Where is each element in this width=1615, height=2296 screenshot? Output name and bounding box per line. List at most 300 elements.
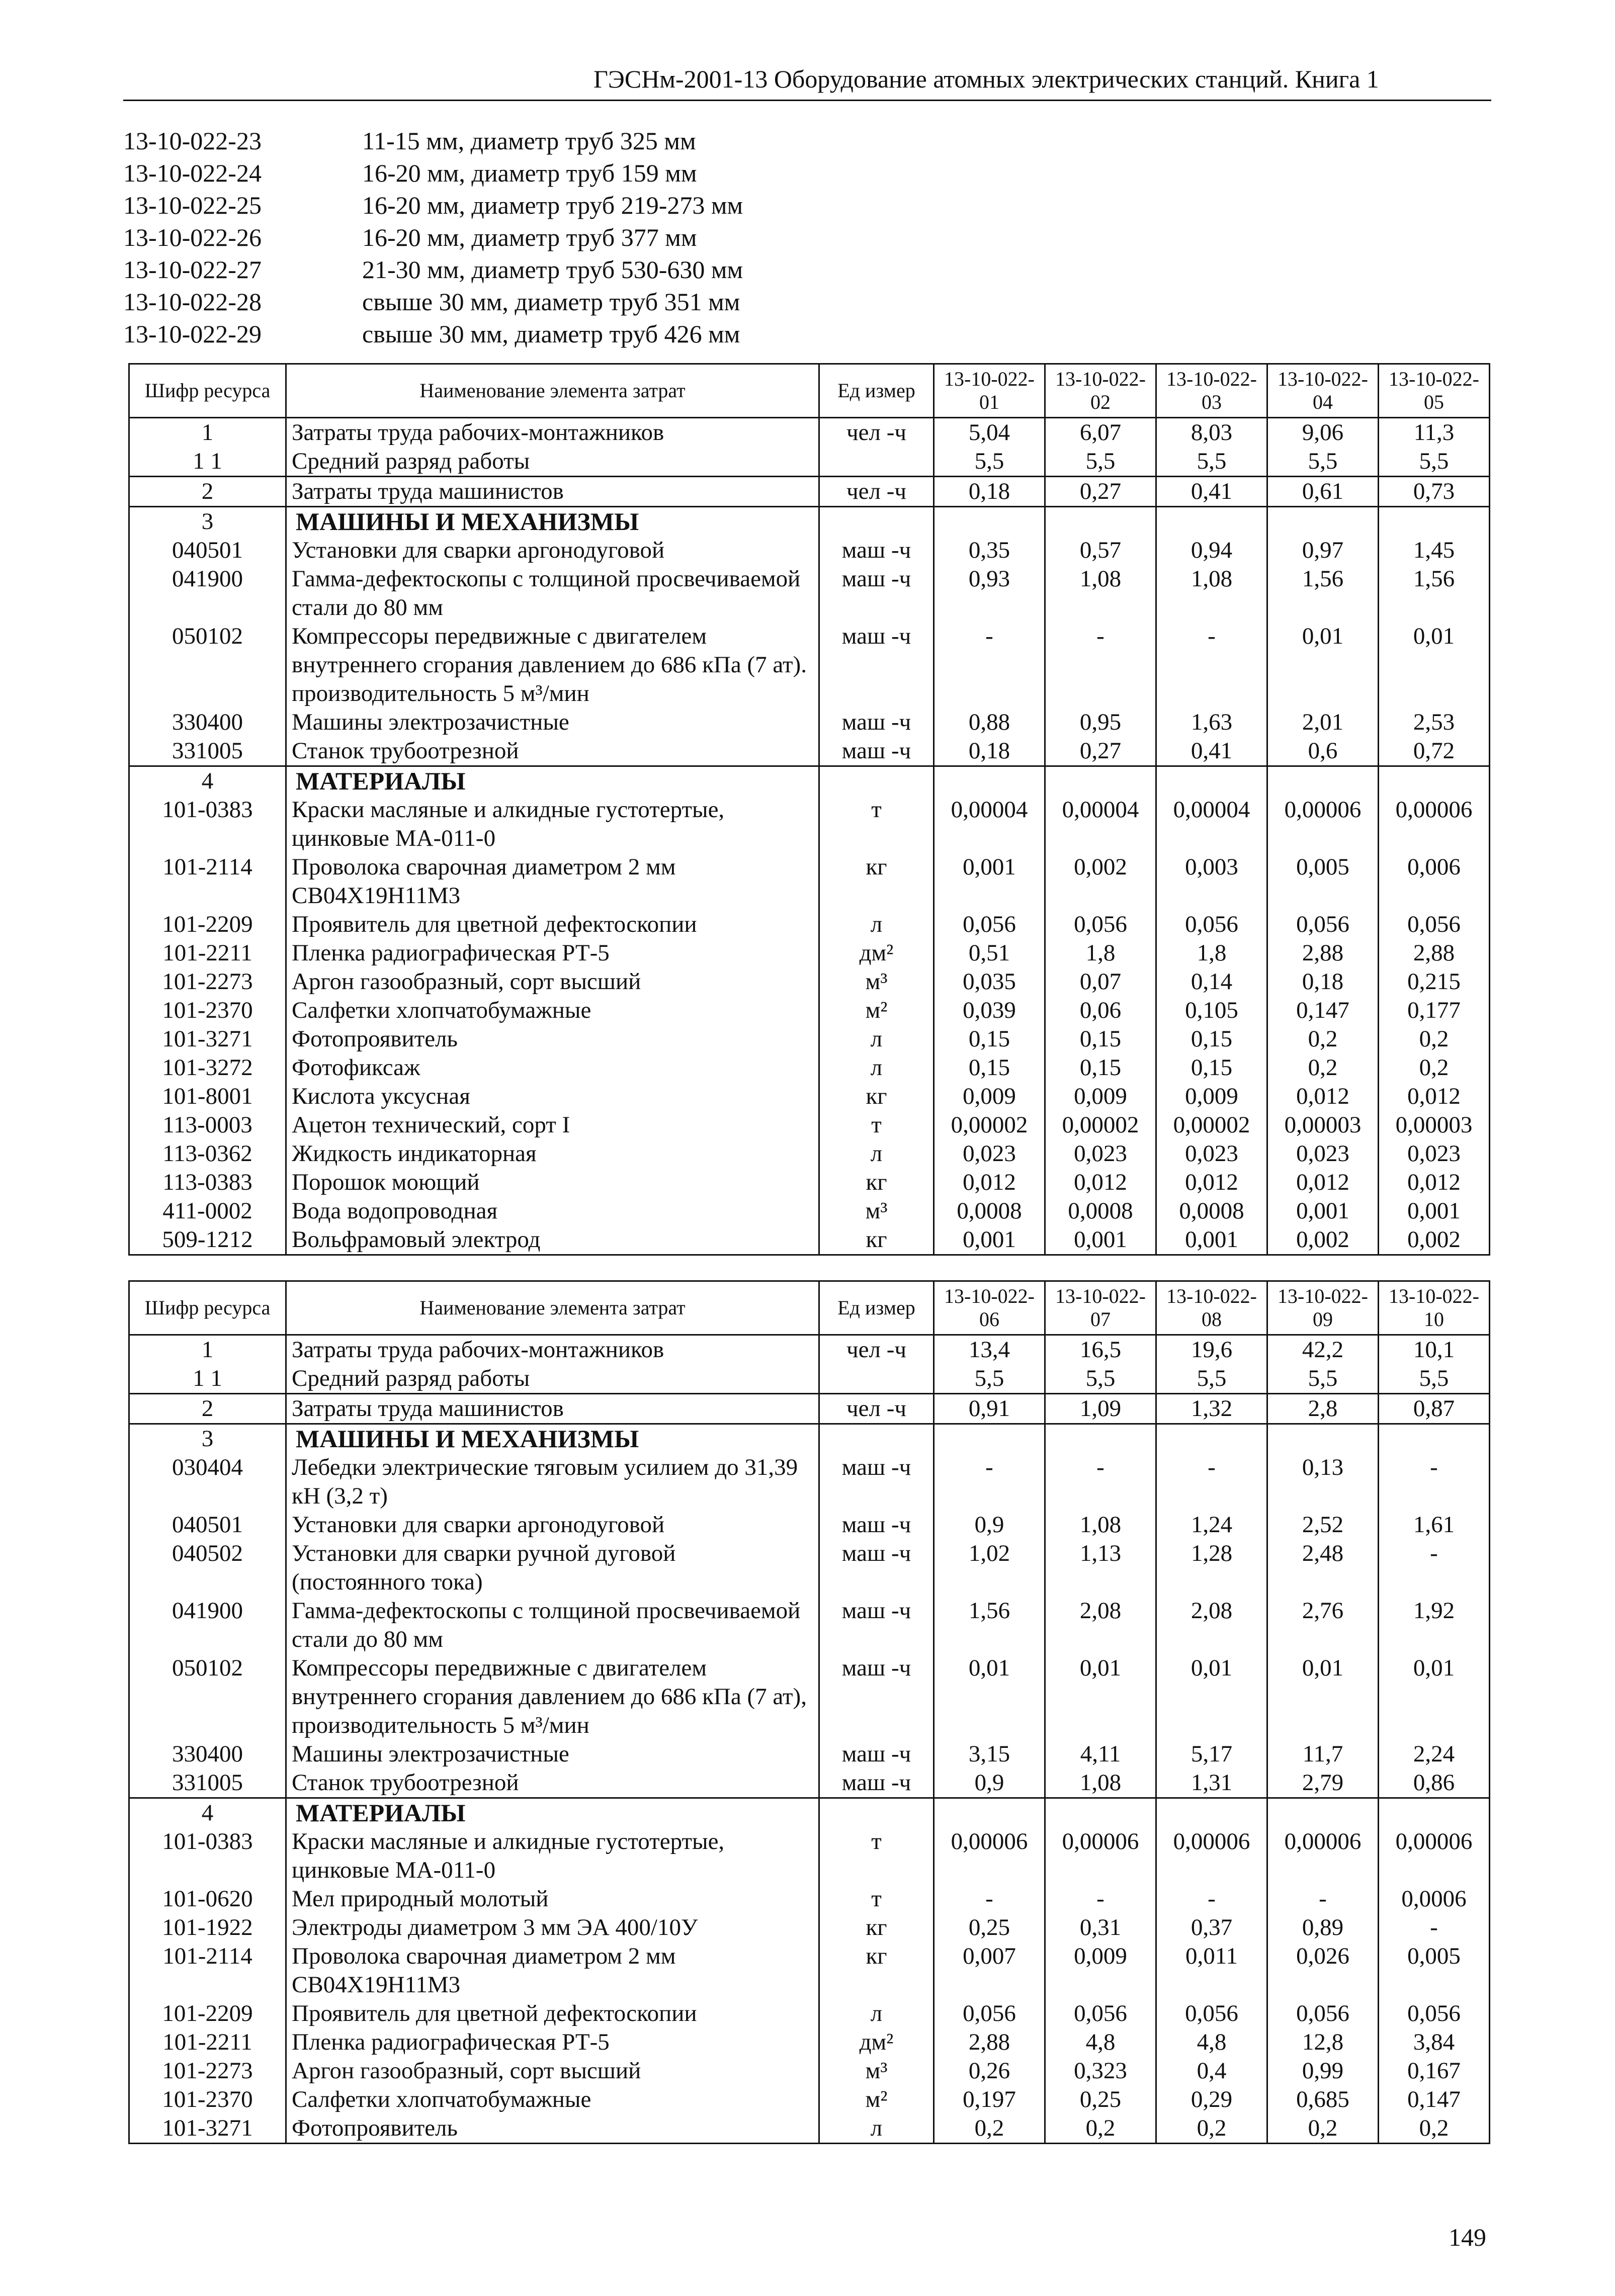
header-norm-code: 13-10-022-03 bbox=[1156, 364, 1267, 418]
value-cell: 11,3 bbox=[1379, 418, 1490, 448]
value-cell: 19,6 bbox=[1156, 1335, 1267, 1365]
table-row bbox=[129, 1539, 1490, 1597]
value-cell: 0,06 bbox=[1045, 996, 1156, 1025]
unit-cell: м³ bbox=[819, 2057, 934, 2085]
element-name-cell: Порошок моющий bbox=[286, 1168, 819, 1197]
resource-code-cell: 3 bbox=[129, 507, 286, 537]
element-name-cell: Вольфрамовый электрод bbox=[286, 1225, 819, 1255]
element-name-cell: Кислота уксусная bbox=[286, 1082, 819, 1111]
value-cell: 4,8 bbox=[1156, 2028, 1267, 2057]
code-list-item bbox=[123, 253, 743, 286]
resource-code-cell: 1 bbox=[129, 1335, 286, 1365]
unit-cell: маш -ч bbox=[819, 1453, 934, 1511]
value-cell: 0,4 bbox=[1156, 2057, 1267, 2085]
value-cell: 0,94 bbox=[1156, 536, 1267, 565]
element-name-cell: Проявитель для цветной дефектоскопии bbox=[286, 910, 819, 939]
value-cell: 0,0008 bbox=[1045, 1197, 1156, 1225]
value-cell: 5,5 bbox=[1267, 1364, 1379, 1394]
code-list-code: 13-10-022-26 bbox=[123, 223, 262, 251]
unit-cell: маш -ч bbox=[819, 1740, 934, 1769]
resource-code-cell: 041900 bbox=[129, 1597, 286, 1654]
resource-code-cell: 1 1 bbox=[129, 447, 286, 477]
value-cell: 0,9 bbox=[934, 1511, 1045, 1539]
value-cell: 0,51 bbox=[934, 939, 1045, 967]
value-cell bbox=[934, 1424, 1045, 1454]
unit-cell: м³ bbox=[819, 1197, 934, 1225]
table-row bbox=[129, 418, 1490, 448]
value-cell: 0,25 bbox=[1045, 2085, 1156, 2114]
value-cell: 0,056 bbox=[1156, 910, 1267, 939]
value-cell: 1,63 bbox=[1156, 708, 1267, 737]
unit-cell bbox=[819, 1798, 934, 1828]
value-cell: 0,00006 bbox=[1379, 1827, 1490, 1885]
element-name-cell: Фотофиксаж bbox=[286, 1053, 819, 1082]
header-element-name: Наименование элемента затрат bbox=[286, 364, 819, 418]
value-cell: 0,27 bbox=[1045, 477, 1156, 507]
value-cell: 0,2 bbox=[1045, 2114, 1156, 2144]
value-cell: 0,15 bbox=[1045, 1025, 1156, 1053]
value-cell: 0,056 bbox=[1045, 1999, 1156, 2028]
resource-code-cell: 101-2273 bbox=[129, 2057, 286, 2085]
value-cell: 0,00002 bbox=[934, 1111, 1045, 1139]
resource-code-cell: 040501 bbox=[129, 1511, 286, 1539]
element-name-cell: Ацетон технический, сорт I bbox=[286, 1111, 819, 1139]
resource-code-cell: 040501 bbox=[129, 536, 286, 565]
resource-table-2 bbox=[128, 1280, 1490, 2144]
table-row bbox=[129, 1168, 1490, 1197]
value-cell bbox=[1267, 1424, 1379, 1454]
table-row bbox=[129, 2114, 1490, 2144]
value-cell: 5,5 bbox=[1379, 1364, 1490, 1394]
code-list-item bbox=[123, 157, 743, 189]
element-name-cell: Проволока сварочная диаметром 2 мм СВ04Х19Н11М3 bbox=[286, 1942, 819, 1999]
table-row bbox=[129, 708, 1490, 737]
element-name-cell: Гамма-дефектоскопы с толщиной просвечиваемой стали до 80 мм bbox=[286, 565, 819, 622]
value-cell: - bbox=[1156, 1885, 1267, 1913]
resource-code-cell: 1 bbox=[129, 418, 286, 448]
value-cell bbox=[1379, 507, 1490, 537]
value-cell: 0,009 bbox=[934, 1082, 1045, 1111]
table-row bbox=[129, 1885, 1490, 1913]
header-resource-code: Шифр ресурса bbox=[129, 1281, 286, 1335]
value-cell: 0,15 bbox=[1156, 1025, 1267, 1053]
table-row bbox=[129, 1111, 1490, 1139]
code-list-code: 13-10-022-27 bbox=[123, 255, 262, 284]
code-list-item bbox=[123, 221, 743, 253]
value-cell: - bbox=[934, 1885, 1045, 1913]
value-cell: 0,01 bbox=[1379, 622, 1490, 708]
value-cell: 0,056 bbox=[1045, 910, 1156, 939]
value-cell: - bbox=[1045, 622, 1156, 708]
value-cell: 0,15 bbox=[1156, 1053, 1267, 1082]
value-cell: 42,2 bbox=[1267, 1335, 1379, 1365]
value-cell: 5,5 bbox=[934, 1364, 1045, 1394]
element-name-cell: Затраты труда рабочих-монтажников bbox=[286, 1335, 819, 1365]
code-list-code: 13-10-022-23 bbox=[123, 127, 262, 155]
value-cell: 0,001 bbox=[1379, 1197, 1490, 1225]
value-cell: 0,012 bbox=[1379, 1168, 1490, 1197]
table-row bbox=[129, 2057, 1490, 2085]
value-cell: - bbox=[934, 1453, 1045, 1511]
value-cell: 0,2 bbox=[1267, 2114, 1379, 2144]
value-cell: 0,01 bbox=[1379, 1654, 1490, 1740]
unit-cell bbox=[819, 1364, 934, 1394]
value-cell: 0,0008 bbox=[934, 1197, 1045, 1225]
element-name-cell: Машины электрозачистные bbox=[286, 1740, 819, 1769]
value-cell: 0,2 bbox=[1267, 1025, 1379, 1053]
value-cell bbox=[1156, 766, 1267, 796]
value-cell: 0,215 bbox=[1379, 967, 1490, 996]
unit-cell: кг bbox=[819, 1082, 934, 1111]
header-norm-code: 13-10-022-07 bbox=[1045, 1281, 1156, 1335]
code-list-desc: 11-15 мм, диаметр труб 325 мм bbox=[362, 127, 696, 155]
resource-table-1 bbox=[128, 363, 1490, 1256]
resource-code-cell: 509-1212 bbox=[129, 1225, 286, 1255]
value-cell: 0,00006 bbox=[1267, 1827, 1379, 1885]
value-cell: 0,023 bbox=[1156, 1139, 1267, 1168]
value-cell: 5,5 bbox=[1045, 447, 1156, 477]
value-cell: 0,007 bbox=[934, 1942, 1045, 1999]
value-cell: 5,5 bbox=[1379, 447, 1490, 477]
value-cell: 0,006 bbox=[1379, 853, 1490, 910]
value-cell: 3,84 bbox=[1379, 2028, 1490, 2057]
value-cell: 1,08 bbox=[1045, 1769, 1156, 1798]
value-cell: 1,92 bbox=[1379, 1597, 1490, 1654]
value-cell: 0,93 bbox=[934, 565, 1045, 622]
header-rule bbox=[123, 100, 1491, 101]
element-name-cell: Проявитель для цветной дефектоскопии bbox=[286, 1999, 819, 2028]
table-row bbox=[129, 939, 1490, 967]
value-cell: 0,41 bbox=[1156, 737, 1267, 766]
element-name-cell: Аргон газообразный, сорт высший bbox=[286, 2057, 819, 2085]
value-cell: 0,00006 bbox=[1045, 1827, 1156, 1885]
table-row bbox=[129, 2085, 1490, 2114]
resource-code-cell: 101-2209 bbox=[129, 1999, 286, 2028]
header-norm-code: 13-10-022-06 bbox=[934, 1281, 1045, 1335]
table-row bbox=[129, 1827, 1490, 1885]
table-row bbox=[129, 1053, 1490, 1082]
resource-code-cell: 113-0362 bbox=[129, 1139, 286, 1168]
value-cell: 0,003 bbox=[1156, 853, 1267, 910]
table-row bbox=[129, 1364, 1490, 1394]
unit-cell bbox=[819, 447, 934, 477]
header-norm-code: 13-10-022-01 bbox=[934, 364, 1045, 418]
value-cell: 0,9 bbox=[934, 1769, 1045, 1798]
code-list-code: 13-10-022-25 bbox=[123, 191, 262, 219]
table-header-row bbox=[129, 1281, 1490, 1335]
value-cell: 0,57 bbox=[1045, 536, 1156, 565]
resource-code-cell: 041900 bbox=[129, 565, 286, 622]
section-title: МАШИНЫ И МЕХАНИЗМЫ bbox=[286, 507, 819, 537]
value-cell: 0,685 bbox=[1267, 2085, 1379, 2114]
value-cell: 0,27 bbox=[1045, 737, 1156, 766]
value-cell: 0,012 bbox=[1267, 1082, 1379, 1111]
resource-code-cell: 2 bbox=[129, 1394, 286, 1424]
value-cell: 8,03 bbox=[1156, 418, 1267, 448]
header-unit: Ед измер bbox=[819, 364, 934, 418]
resource-code-cell: 113-0383 bbox=[129, 1168, 286, 1197]
value-cell: 12,8 bbox=[1267, 2028, 1379, 2057]
value-cell: 0,2 bbox=[1379, 1025, 1490, 1053]
value-cell: 0,01 bbox=[934, 1654, 1045, 1740]
value-cell: 0,105 bbox=[1156, 996, 1267, 1025]
value-cell: 0,023 bbox=[1379, 1139, 1490, 1168]
resource-code-cell: 101-1922 bbox=[129, 1913, 286, 1942]
unit-cell: маш -ч bbox=[819, 536, 934, 565]
unit-cell: маш -ч bbox=[819, 622, 934, 708]
table-row bbox=[129, 1597, 1490, 1654]
value-cell: 0,2 bbox=[1156, 2114, 1267, 2144]
value-cell: 0,00003 bbox=[1379, 1111, 1490, 1139]
table-row bbox=[129, 1225, 1490, 1255]
element-name-cell: Краски масляные и алкидные густотертые, цинковые МА-011-0 bbox=[286, 1827, 819, 1885]
resource-code-cell: 101-2211 bbox=[129, 2028, 286, 2057]
value-cell: 2,52 bbox=[1267, 1511, 1379, 1539]
value-cell: - bbox=[1379, 1913, 1490, 1942]
unit-cell bbox=[819, 507, 934, 537]
value-cell: 1,31 bbox=[1156, 1769, 1267, 1798]
value-cell: 1,08 bbox=[1045, 1511, 1156, 1539]
value-cell: 0,00002 bbox=[1156, 1111, 1267, 1139]
value-cell: 0,002 bbox=[1045, 853, 1156, 910]
resource-code-cell: 101-3271 bbox=[129, 1025, 286, 1053]
resource-code-cell: 040502 bbox=[129, 1539, 286, 1597]
table-header-row bbox=[129, 364, 1490, 418]
value-cell: 0,99 bbox=[1267, 2057, 1379, 2085]
resource-code-cell: 101-3271 bbox=[129, 2114, 286, 2144]
value-cell: 0,056 bbox=[1379, 910, 1490, 939]
value-cell bbox=[1267, 507, 1379, 537]
value-cell bbox=[934, 766, 1045, 796]
unit-cell: л bbox=[819, 910, 934, 939]
value-cell: 0,056 bbox=[1379, 1999, 1490, 2028]
element-name-cell: Фотопроявитель bbox=[286, 1025, 819, 1053]
element-name-cell: Электроды диаметром 3 мм ЭА 400/10У bbox=[286, 1913, 819, 1942]
header-resource-code: Шифр ресурса bbox=[129, 364, 286, 418]
table-row bbox=[129, 1769, 1490, 1798]
element-name-cell: Средний разряд работы bbox=[286, 447, 819, 477]
table-row bbox=[129, 1082, 1490, 1111]
element-name-cell: Салфетки хлопчатобумажные bbox=[286, 2085, 819, 2114]
value-cell: 0,97 bbox=[1267, 536, 1379, 565]
unit-cell: т bbox=[819, 1885, 934, 1913]
table-row bbox=[129, 737, 1490, 766]
section-row bbox=[129, 1798, 1490, 1828]
value-cell: 0,035 bbox=[934, 967, 1045, 996]
value-cell: 2,88 bbox=[934, 2028, 1045, 2057]
code-list-item bbox=[123, 286, 743, 318]
unit-cell: дм² bbox=[819, 2028, 934, 2057]
element-name-cell: Установки для сварки ручной дуговой (постоянного тока) bbox=[286, 1539, 819, 1597]
value-cell: 16,5 bbox=[1045, 1335, 1156, 1365]
header-norm-code: 13-10-022-08 bbox=[1156, 1281, 1267, 1335]
unit-cell: маш -ч bbox=[819, 708, 934, 737]
element-name-cell: Аргон газообразный, сорт высший bbox=[286, 967, 819, 996]
element-name-cell: Затраты труда рабочих-монтажников bbox=[286, 418, 819, 448]
unit-cell: кг bbox=[819, 1168, 934, 1197]
value-cell: 0,005 bbox=[1379, 1942, 1490, 1999]
value-cell: 0,001 bbox=[1267, 1197, 1379, 1225]
unit-cell: т bbox=[819, 1827, 934, 1885]
value-cell: 0,15 bbox=[934, 1025, 1045, 1053]
value-cell: 0,056 bbox=[1267, 1999, 1379, 2028]
value-cell: 11,7 bbox=[1267, 1740, 1379, 1769]
unit-cell: л bbox=[819, 1139, 934, 1168]
code-list-item bbox=[123, 125, 743, 157]
value-cell: 0,056 bbox=[1267, 910, 1379, 939]
value-cell: 0,056 bbox=[934, 910, 1045, 939]
resource-code-cell: 101-0383 bbox=[129, 796, 286, 853]
value-cell: 0,009 bbox=[1045, 1942, 1156, 1999]
value-cell: 0,73 bbox=[1379, 477, 1490, 507]
value-cell: - bbox=[1156, 622, 1267, 708]
value-cell: 0,177 bbox=[1379, 996, 1490, 1025]
value-cell: 0,00003 bbox=[1267, 1111, 1379, 1139]
value-cell bbox=[1045, 1424, 1156, 1454]
unit-cell: чел -ч bbox=[819, 1335, 934, 1365]
value-cell bbox=[1045, 1798, 1156, 1828]
element-name-cell: Фотопроявитель bbox=[286, 2114, 819, 2144]
value-cell: 2,79 bbox=[1267, 1769, 1379, 1798]
value-cell: 0,012 bbox=[1045, 1168, 1156, 1197]
value-cell: 0,41 bbox=[1156, 477, 1267, 507]
code-list-code: 13-10-022-29 bbox=[123, 320, 262, 348]
value-cell: 2,01 bbox=[1267, 708, 1379, 737]
value-cell: 0,002 bbox=[1379, 1225, 1490, 1255]
value-cell: 0,0006 bbox=[1379, 1885, 1490, 1913]
value-cell: 0,2 bbox=[1379, 2114, 1490, 2144]
value-cell: 0,197 bbox=[934, 2085, 1045, 2114]
resource-code-cell: 2 bbox=[129, 477, 286, 507]
element-name-cell: Установки для сварки аргонодуговой bbox=[286, 536, 819, 565]
value-cell: 0,147 bbox=[1267, 996, 1379, 1025]
value-cell: 1,08 bbox=[1156, 565, 1267, 622]
table-row bbox=[129, 996, 1490, 1025]
value-cell: 0,91 bbox=[934, 1394, 1045, 1424]
resource-code-cell: 050102 bbox=[129, 622, 286, 708]
value-cell: 10,1 bbox=[1379, 1335, 1490, 1365]
element-name-cell: Проволока сварочная диаметром 2 мм СВ04Х19Н11М3 bbox=[286, 853, 819, 910]
resource-code-cell: 101-2114 bbox=[129, 853, 286, 910]
value-cell: 1,02 bbox=[934, 1539, 1045, 1597]
resource-code-cell: 330400 bbox=[129, 708, 286, 737]
value-cell: 0,323 bbox=[1045, 2057, 1156, 2085]
value-cell: 0,95 bbox=[1045, 708, 1156, 737]
element-name-cell: Затраты труда машинистов bbox=[286, 477, 819, 507]
section-row bbox=[129, 1424, 1490, 1454]
value-cell: 1,08 bbox=[1045, 565, 1156, 622]
value-cell: 0,15 bbox=[934, 1053, 1045, 1082]
code-list-desc: 16-20 мм, диаметр труб 159 мм bbox=[362, 159, 697, 187]
table-row bbox=[129, 1942, 1490, 1999]
value-cell: 0,72 bbox=[1379, 737, 1490, 766]
value-cell: 5,5 bbox=[1267, 447, 1379, 477]
value-cell: 1,61 bbox=[1379, 1511, 1490, 1539]
resource-code-cell: 030404 bbox=[129, 1453, 286, 1511]
resource-code-cell: 330400 bbox=[129, 1740, 286, 1769]
element-name-cell: Пленка радиографическая РТ-5 bbox=[286, 939, 819, 967]
code-list-code: 13-10-022-28 bbox=[123, 288, 262, 316]
value-cell: 0,86 bbox=[1379, 1769, 1490, 1798]
table-row bbox=[129, 1197, 1490, 1225]
table-row bbox=[129, 2028, 1490, 2057]
value-cell: 0,023 bbox=[1267, 1139, 1379, 1168]
value-cell bbox=[1045, 766, 1156, 796]
value-cell: 0,00006 bbox=[1156, 1827, 1267, 1885]
value-cell: 0,01 bbox=[1156, 1654, 1267, 1740]
code-list bbox=[123, 125, 743, 350]
value-cell bbox=[1379, 1798, 1490, 1828]
header-norm-code: 13-10-022-05 bbox=[1379, 364, 1490, 418]
resource-code-cell: 3 bbox=[129, 1424, 286, 1454]
code-list-desc: свыше 30 мм, диаметр труб 351 мм bbox=[362, 288, 740, 316]
section-title: МАТЕРИАЛЫ bbox=[286, 1798, 819, 1828]
value-cell: - bbox=[1267, 1885, 1379, 1913]
value-cell: 0,89 bbox=[1267, 1913, 1379, 1942]
table-row bbox=[129, 622, 1490, 708]
value-cell: 0,023 bbox=[934, 1139, 1045, 1168]
value-cell: 1,09 bbox=[1045, 1394, 1156, 1424]
value-cell: 5,5 bbox=[1156, 1364, 1267, 1394]
value-cell: 0,001 bbox=[934, 853, 1045, 910]
value-cell: 0,2 bbox=[934, 2114, 1045, 2144]
value-cell: 0,87 bbox=[1379, 1394, 1490, 1424]
section-title: МАШИНЫ И МЕХАНИЗМЫ bbox=[286, 1424, 819, 1454]
value-cell bbox=[934, 507, 1045, 537]
value-cell: 4,8 bbox=[1045, 2028, 1156, 2057]
header-norm-code: 13-10-022-09 bbox=[1267, 1281, 1379, 1335]
value-cell: 0,147 bbox=[1379, 2085, 1490, 2114]
value-cell: 9,06 bbox=[1267, 418, 1379, 448]
element-name-cell: Пленка радиографическая РТ-5 bbox=[286, 2028, 819, 2057]
value-cell: 1,32 bbox=[1156, 1394, 1267, 1424]
value-cell: - bbox=[1379, 1453, 1490, 1511]
code-list-item bbox=[123, 189, 743, 221]
unit-cell: кг bbox=[819, 1913, 934, 1942]
value-cell: 4,11 bbox=[1045, 1740, 1156, 1769]
element-name-cell: Вода водопроводная bbox=[286, 1197, 819, 1225]
value-cell: 0,18 bbox=[934, 477, 1045, 507]
value-cell: 0,001 bbox=[934, 1225, 1045, 1255]
unit-cell: кг bbox=[819, 1942, 934, 1999]
value-cell: 2,88 bbox=[1267, 939, 1379, 967]
element-name-cell: Установки для сварки аргонодуговой bbox=[286, 1511, 819, 1539]
value-cell bbox=[1156, 507, 1267, 537]
value-cell bbox=[934, 1798, 1045, 1828]
value-cell: 1,56 bbox=[1267, 565, 1379, 622]
value-cell: 5,5 bbox=[1156, 447, 1267, 477]
value-cell: 1,56 bbox=[934, 1597, 1045, 1654]
resource-code-cell: 411-0002 bbox=[129, 1197, 286, 1225]
value-cell: 0,35 bbox=[934, 536, 1045, 565]
value-cell: 1,8 bbox=[1045, 939, 1156, 967]
value-cell: 0,01 bbox=[1267, 1654, 1379, 1740]
unit-cell: дм² bbox=[819, 939, 934, 967]
unit-cell: маш -ч bbox=[819, 1769, 934, 1798]
table-row bbox=[129, 910, 1490, 939]
value-cell: 0,00006 bbox=[1379, 796, 1490, 853]
code-list-desc: 16-20 мм, диаметр труб 377 мм bbox=[362, 223, 697, 251]
page-header-title: ГЭСНм-2001-13 Оборудование атомных электрических станций. Книга 1 bbox=[593, 65, 1379, 93]
value-cell: 2,88 bbox=[1379, 939, 1490, 967]
code-list-desc: 21-30 мм, диаметр труб 530-630 мм bbox=[362, 255, 743, 284]
resource-code-cell: 4 bbox=[129, 766, 286, 796]
unit-cell: маш -ч bbox=[819, 1597, 934, 1654]
value-cell: 5,5 bbox=[934, 447, 1045, 477]
resource-code-cell: 050102 bbox=[129, 1654, 286, 1740]
unit-cell: м³ bbox=[819, 967, 934, 996]
value-cell bbox=[1156, 1798, 1267, 1828]
